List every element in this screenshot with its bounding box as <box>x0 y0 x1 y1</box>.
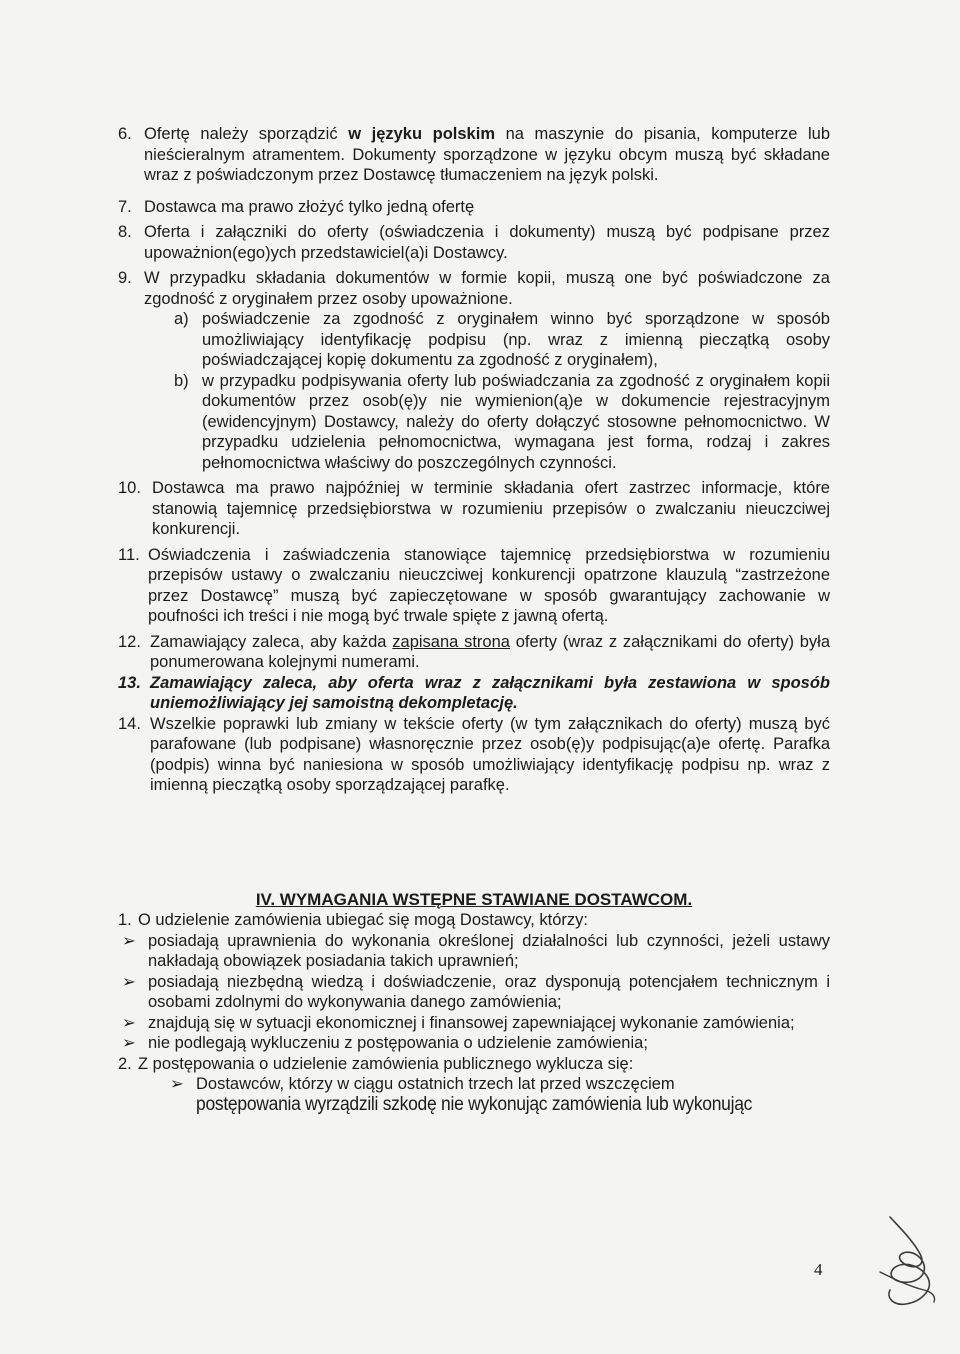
requirement-bullet-text: posiadają uprawnienia do wykonania określonej działalności lub czynności, jeżeli ustawy nakładają obowiązek posiadania takich uprawnień; <box>148 931 830 970</box>
item-number: 7. <box>118 197 132 216</box>
requirement-bullet <box>118 1013 830 1034</box>
item-number: 2. <box>118 1054 132 1073</box>
item-10 <box>118 478 830 540</box>
item-7 <box>118 197 830 218</box>
exclusion-bullet <box>118 1074 830 1115</box>
item-7-text: Dostawca ma prawo złożyć tylko jedną ofertę <box>144 197 475 216</box>
sub-item-letter: b) <box>174 371 189 390</box>
arrow-bullet-icon: ➢ <box>122 931 136 950</box>
item-12-text-underlined: zapisana strona <box>392 632 510 651</box>
exclusion-bullet-text: Dostawców, którzy w ciągu ostatnich trzech lat przed wszczęciem <box>196 1075 675 1093</box>
requirement-1-text: O udzielenie zamówienia ubiegać się mogą Dostawcy, którzy: <box>138 911 588 929</box>
item-12 <box>118 632 830 673</box>
requirement-2-text: Z postępowania o udzielenie zamówienia publicznego wyklucza się: <box>138 1054 634 1073</box>
item-12-text-post: oferty (wraz z załącznikami do oferty) była ponumerowana kolejnymi numerami. <box>150 632 830 671</box>
item-13 <box>118 673 830 714</box>
item-12-text-pre: Zamawiający zaleca, aby każda <box>150 632 393 651</box>
item-13-text: Zamawiający zaleca, aby oferta wraz z załącznikami była zestawiona w sposób uniemożliwiający jej samoistną dekompletację. <box>150 673 830 712</box>
item-9 <box>118 268 830 309</box>
requirement-bullet <box>118 1033 830 1054</box>
item-number: 8. <box>118 223 132 241</box>
item-9-text: W przypadku składania dokumentów w formie kopii, muszą one być poświadczone za zgodność z oryginałem przez osoby upoważnione. <box>144 269 830 308</box>
item-14 <box>118 714 830 796</box>
item-10-text: Dostawca ma prawo najpóźniej w terminie składania ofert zastrzec informacje, które stanowią tajemnicę przedsiębiorstwa w rozumieniu przepisów o zwalczaniu nieuczciwej konkurencji. <box>152 479 830 538</box>
arrow-bullet-icon: ➢ <box>122 1013 136 1032</box>
item-9-b <box>118 371 830 474</box>
requirement-bullet-text: znajdują się w sytuacji ekonomicznej i finansowej zapewniającej wykonanie zamówienia; <box>148 1013 795 1032</box>
item-11 <box>118 545 830 627</box>
exclusion-bullet-text-continued: postępowania wyrządzili szkodę nie wykonując zamówienia lub wykonując <box>196 1093 753 1115</box>
item-number: 6. <box>118 125 132 143</box>
requirement-2 <box>118 1054 830 1075</box>
item-9-a-text: poświadczenie za zgodność z oryginałem winno być sporządzone w sposób umożliwiający identyfikację podpisu (np. wraz z imienną pieczątką osoby poświadczającej kopię dokumentu za zgodność z oryginałem), <box>202 310 830 369</box>
item-6 <box>118 124 830 186</box>
item-number: 14. <box>118 714 141 733</box>
item-number: 13. <box>118 673 141 692</box>
arrow-bullet-icon: ➢ <box>122 1034 136 1052</box>
item-8-text: Oferta i załączniki do oferty (oświadczenia i dokumenty) muszą być podpisane przez upoważnion(ego)ych przedstawiciel(a)i Dostawcy. <box>144 223 830 262</box>
requirement-bullet <box>118 972 830 1013</box>
item-6-text-post: na maszynie do pisania, komputerze lub nieścieralnym atramentem. Dokumenty sporządzone w języku obcym muszą być składane wraz z poświadczonym przez Dostawcę tłumaczeniem na język polski. <box>144 125 831 184</box>
arrow-bullet-icon: ➢ <box>122 972 136 991</box>
section-heading: IV. WYMAGANIA WSTĘPNE STAWIANE DOSTAWCOM. <box>255 889 693 909</box>
requirement-1 <box>118 910 830 931</box>
item-9-a <box>118 309 830 371</box>
item-11-text: Oświadczenia i zaświadczenia stanowiące tajemnicę przedsiębiorstwa w rozumieniu przepisów ustawy o zwalczaniu nieuczciwej konkurencji opatrzone klauzulą “zastrzeżone przez Dostawcę” muszą być zapieczętowane w sposób gwarantujący zachowanie w poufności ich treści i nie mogą być trwale spięte z jawną ofertą. <box>148 545 830 625</box>
requirement-bullet <box>118 931 830 972</box>
arrow-bullet-icon: ➢ <box>170 1075 184 1093</box>
item-number: 11. <box>118 545 140 564</box>
item-number: 10. <box>118 479 141 497</box>
handwritten-signature <box>850 1212 940 1322</box>
item-6-text-bold: w języku polskim <box>348 125 495 143</box>
document-body <box>118 124 830 1115</box>
requirement-bullet-text: nie podlegają wykluczeniu z postępowania o udzielenie zamówienia; <box>148 1034 648 1052</box>
sub-item-letter: a) <box>174 310 189 328</box>
item-number: 12. <box>118 632 141 651</box>
item-8 <box>118 222 830 263</box>
item-6-text-pre: Ofertę należy sporządzić <box>144 125 349 143</box>
item-number: 9. <box>118 269 132 287</box>
item-9-b-text: w przypadku podpisywania oferty lub poświadczania za zgodność z oryginałem kopii dokumentów przez osob(ę)y nie wymienion(ą)e w dokumencie rejestracyjnym (ewidencyjnym) Dostawcy, należy do oferty dołączyć stosowne pełnomocnictwo. W przypadku udzielenia pełnomocnictwa, wymagana jest forma, rodzaj i zakres pełnomocnictwa właściwy do poszczególnych czynności. <box>202 371 830 472</box>
item-14-text: Wszelkie poprawki lub zmiany w tekście oferty (w tym załącznikach do oferty) muszą być parafowane (lub podpisane) własnoręcznie przez osob(ę)y podpisując(a)e ofertę. Parafka (podpis) winna być naniesiona w sposób umożliwiający identyfikację podpisu np. wraz z imienną pieczątką osoby sporządzającej parafkę. <box>150 714 830 794</box>
requirement-bullet-text: posiadają niezbędną wiedzą i doświadczenie, oraz dysponują potencjałem technicznym i osobami zdolnymi do wykonywania danego zamówienia; <box>148 972 830 1011</box>
page-number: 4 <box>814 1260 823 1279</box>
item-number: 1. <box>118 911 132 929</box>
